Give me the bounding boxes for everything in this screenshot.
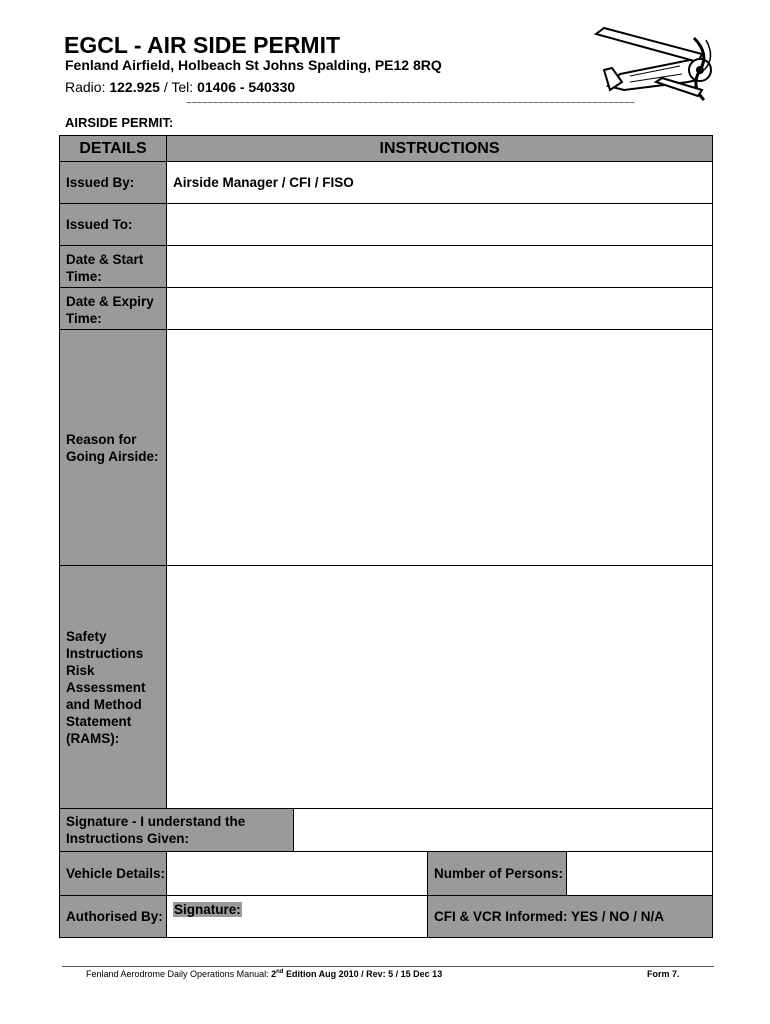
signature-understand-label: Signature - I understand the Instructions Given: <box>66 814 246 846</box>
start-time-label-cell <box>59 245 167 288</box>
authorised-label: Authorised By: <box>66 909 163 924</box>
footer-text <box>86 969 442 979</box>
details-header-text: DETAILS <box>79 139 147 157</box>
expiry-time-field[interactable] <box>166 287 713 330</box>
details-header <box>59 135 167 162</box>
radio-label: Radio: <box>65 79 110 95</box>
footer-divider <box>62 966 714 967</box>
tilde-divider: ~~~~~~~~~~~~~~~~~~~~~~~~~~~~~~~~~~~~~~~~~~~~~~~~~~~~~~~~~~~~~~~~~~~~~~~~~~~~~~~~~~~~ <box>186 98 635 109</box>
cfi-vcr-informed-label: CFI & VCR Informed: YES / NO / N/A <box>434 909 665 924</box>
expiry-time-label: Date & Expiry Time: <box>66 294 154 326</box>
instructions-header <box>166 135 713 162</box>
signature-understand-label-cell <box>59 808 294 852</box>
aircraft-icon <box>590 24 720 102</box>
form-number: Form 7. <box>647 969 680 979</box>
issued-to-label-cell <box>59 203 167 246</box>
footer-edition-sup: nd <box>276 969 284 975</box>
reason-label-cell <box>59 329 167 566</box>
tel-label: / Tel: <box>159 79 198 95</box>
vehicle-field[interactable] <box>166 851 428 896</box>
rams-label: Safety Instructions Risk Assessment and Method Statement (RAMS): <box>66 628 146 746</box>
footer-edition-num: 2 <box>271 969 277 979</box>
issued-by-label-cell <box>59 161 167 204</box>
footer-manual: Fenland Aerodrome Daily Operations Manual: <box>86 969 272 979</box>
airside-permit-label: AIRSIDE PERMIT: <box>65 115 174 130</box>
reason-label: Reason for Going Airside: <box>66 431 159 464</box>
vehicle-label: Vehicle Details: <box>66 866 166 881</box>
authorised-label-cell <box>59 895 167 938</box>
start-time-label: Date & Start Time: <box>66 252 144 284</box>
issued-to-field[interactable] <box>166 203 713 246</box>
radio-frequency: 122.925 <box>109 79 160 95</box>
issued-by-field[interactable] <box>166 161 713 204</box>
persons-label-cell <box>427 851 567 896</box>
issued-by-label: Issued By: <box>66 175 135 190</box>
authorised-signature-field[interactable] <box>166 895 428 938</box>
start-time-field[interactable] <box>166 245 713 288</box>
tel-number: 01406 - 540330 <box>197 79 296 95</box>
airfield-address: Fenland Airfield, Holbeach St Johns Spalding, PE12 8RQ <box>65 57 442 73</box>
reason-field[interactable] <box>166 329 713 566</box>
issued-to-label: Issued To: <box>66 217 133 232</box>
instructions-header-text: INSTRUCTIONS <box>379 139 500 157</box>
expiry-time-label-cell <box>59 287 167 330</box>
rams-field[interactable] <box>166 565 713 809</box>
issued-by-value: Airside Manager / CFI / FISO <box>173 175 354 190</box>
vehicle-label-cell <box>59 851 167 896</box>
signature-understand-field[interactable] <box>293 808 713 852</box>
contact-line <box>65 79 295 95</box>
page-title: EGCL - AIR SIDE PERMIT <box>64 32 341 58</box>
persons-label: Number of Persons: <box>434 866 564 881</box>
cfi-vcr-informed-cell[interactable] <box>427 895 713 938</box>
footer-edition-rest: Edition Aug 2010 / Rev: 5 / 15 Dec 13 <box>283 969 443 979</box>
signature-label: Signature: <box>174 902 241 917</box>
persons-field[interactable] <box>566 851 713 896</box>
rams-label-cell <box>59 565 167 809</box>
